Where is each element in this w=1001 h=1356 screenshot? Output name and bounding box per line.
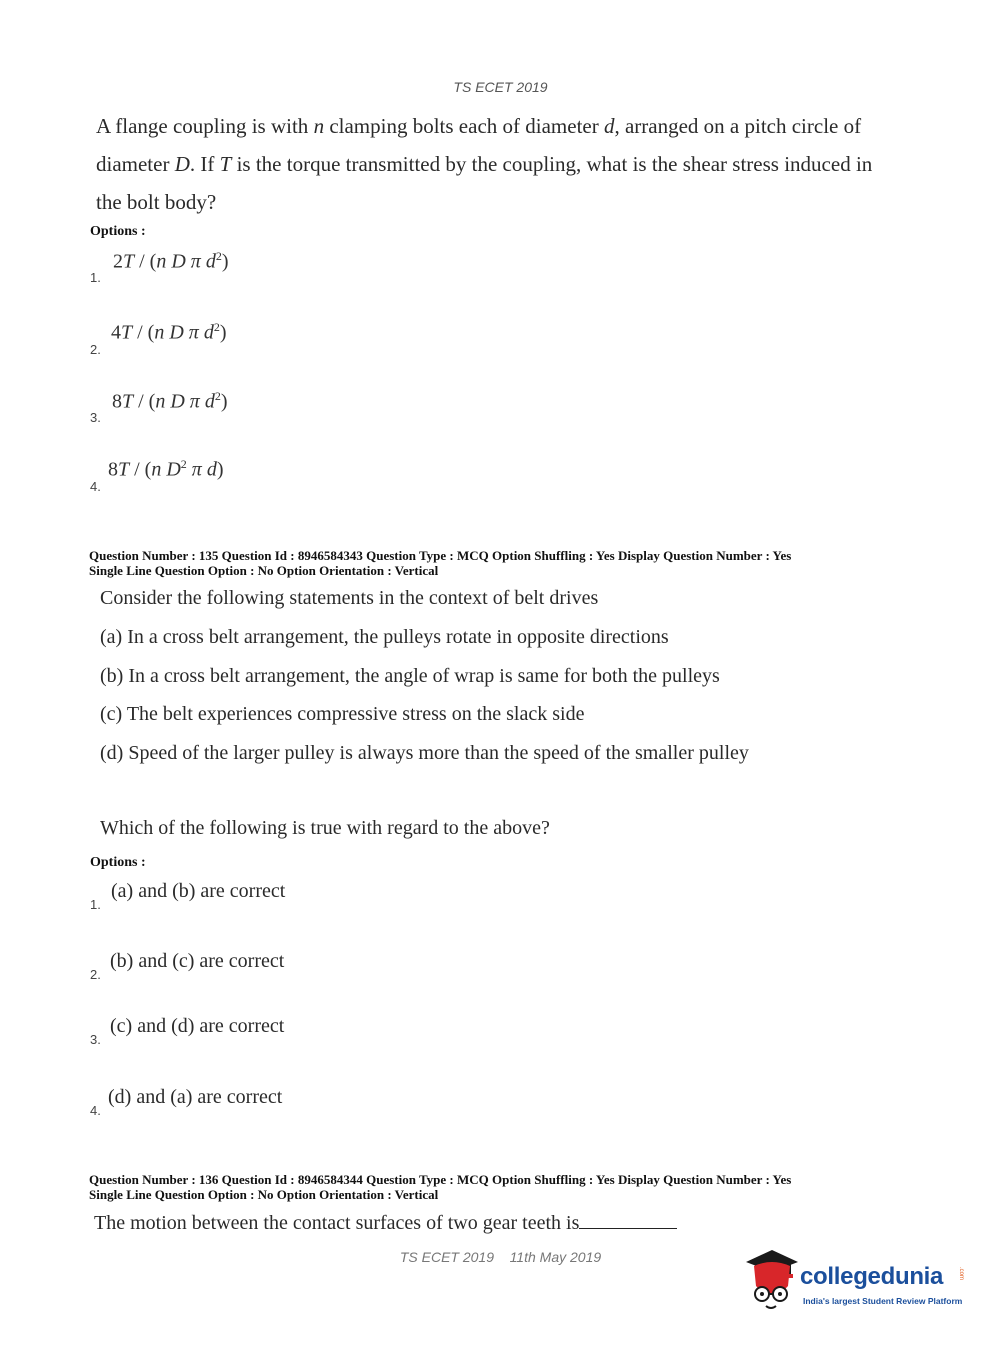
question-prompt: Which of the following is true with regard to the above? bbox=[100, 817, 550, 839]
question-intro: Consider the following statements in the context of belt drives bbox=[100, 587, 599, 609]
option-formula: 8T / (n $D^2$ π d) bbox=[108, 457, 224, 481]
option-text: (a) and (b) are correct bbox=[111, 880, 286, 902]
option-number: 4. bbox=[90, 1103, 101, 1118]
statement-item: (a) In a cross belt arrangement, the pulleys rotate in opposite directions bbox=[100, 626, 669, 648]
question-meta-line: Single Line Question Option : No Option Orientation : Vertical bbox=[89, 1187, 439, 1202]
question-text-line-3: the bolt body? bbox=[96, 190, 217, 214]
option-number: 3. bbox=[90, 410, 101, 425]
logo-com: .com bbox=[958, 1267, 964, 1281]
option-number: 1. bbox=[90, 897, 101, 912]
question-meta bbox=[89, 1172, 791, 1202]
options-label: Options : bbox=[90, 224, 146, 239]
question-meta bbox=[89, 548, 791, 578]
option-formula: 2T / (n D π $d^2$) bbox=[113, 249, 229, 273]
question-meta-line: Single Line Question Option : No Option Orientation : Vertical bbox=[89, 563, 439, 578]
statement-item: (b) In a cross belt arrangement, the angle of wrap is same for both the pulleys bbox=[100, 665, 720, 687]
page-header: TS ECET 2019 bbox=[453, 79, 548, 95]
option-text: (c) and (d) are correct bbox=[110, 1015, 285, 1037]
option-text: (d) and (a) are correct bbox=[108, 1086, 283, 1108]
mascot-icon bbox=[742, 1248, 802, 1314]
question-meta-line: Question Number : 135 Question Id : 8946584343 Question Type : MCQ Option Shuffling : Yes Display Question Number : Yes bbox=[89, 548, 792, 563]
question-text: The motion between the contact surfaces of two gear teeth is bbox=[94, 1210, 677, 1235]
options-label: Options : bbox=[90, 855, 146, 870]
option-formula: 8T / (n D π $d^2$) bbox=[112, 389, 228, 413]
footer-exam: TS ECET 2019 bbox=[399, 1249, 494, 1265]
option-number: 1. bbox=[90, 270, 101, 285]
footer-date: 11th May 2019 bbox=[509, 1249, 602, 1265]
statement-item: (c) The belt experiences compressive stress on the slack side bbox=[100, 703, 585, 725]
option-number: 3. bbox=[90, 1032, 101, 1047]
question-meta-line: Question Number : 136 Question Id : 8946584344 Question Type : MCQ Option Shuffling : Yes Display Question Number : Yes bbox=[89, 1172, 792, 1187]
option-text: (b) and (c) are correct bbox=[110, 950, 285, 972]
logo-wordmark: collegedunia bbox=[800, 1263, 944, 1290]
option-formula: 4T / (n D π $d^2$) bbox=[111, 320, 227, 344]
option-number: 2. bbox=[90, 967, 101, 982]
question-text-line-2: diameter D. If T is the torque transmitted by the coupling, what is the shear stress induced in bbox=[96, 152, 873, 176]
logo-tagline: India's largest Student Review Platform bbox=[803, 1296, 963, 1306]
collegedunia-logo bbox=[742, 1248, 982, 1318]
statement-item: (d) Speed of the larger pulley is always more than the speed of the smaller pulley bbox=[100, 742, 749, 764]
option-number: 4. bbox=[90, 479, 101, 494]
option-number: 2. bbox=[90, 342, 101, 357]
answer-blank bbox=[579, 1210, 677, 1229]
question-text-line-1: A flange coupling is with n clamping bolts each of diameter d, arranged on a pitch circle of bbox=[96, 114, 862, 138]
